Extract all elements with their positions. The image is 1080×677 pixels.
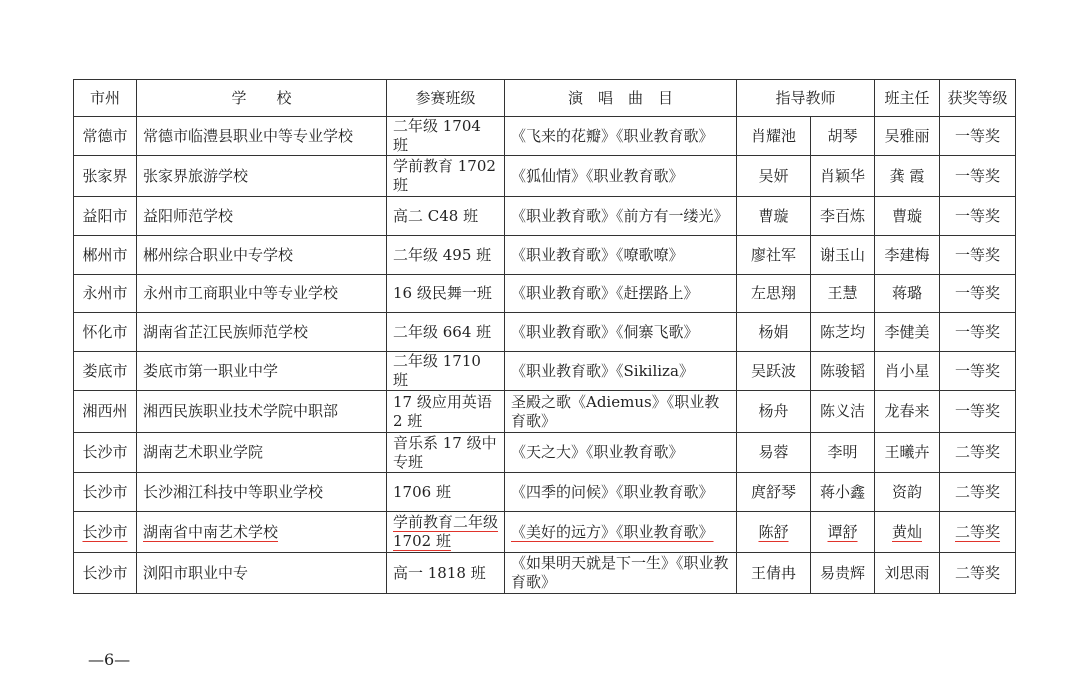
cell-school — [137, 236, 387, 275]
cell-school — [137, 117, 387, 156]
cell-songs-text: 《如果明天就是下一生》《职业教育歌》 — [511, 554, 729, 591]
cell-class-text: 高一 1818 班 — [393, 563, 486, 582]
header-songs: 演 唱 曲 目 — [505, 80, 737, 117]
cell-songs-text: 《职业教育歌》《赶摆路上》 — [511, 284, 699, 302]
cell-songs-text: 《职业教育歌》《嘹歌嘹》 — [511, 245, 684, 264]
cell-award — [940, 275, 1016, 313]
cell-award-text: 一等奖 — [955, 206, 1001, 225]
cell-head-teacher-text: 李建梅 — [884, 245, 930, 264]
cell-songs-text: 《职业教育歌》《侗寨飞歌》 — [511, 322, 699, 341]
cell-city — [74, 553, 137, 594]
table-row — [74, 117, 1016, 156]
cell-teacher-1 — [737, 156, 811, 197]
cell-songs — [505, 313, 737, 352]
cell-teacher-1-text: 杨舟 — [758, 402, 789, 420]
cell-award — [940, 391, 1016, 433]
cell-class-text: 二年级 1710 班 — [393, 352, 481, 389]
cell-school — [137, 433, 387, 473]
cell-teacher-1-text: 廖社军 — [750, 245, 796, 264]
cell-songs — [505, 275, 737, 313]
cell-city-text: 湘西州 — [82, 402, 128, 420]
cell-teacher-2 — [811, 117, 875, 156]
cell-songs — [505, 236, 737, 275]
cell-school — [137, 473, 387, 512]
table-row — [74, 352, 1016, 391]
cell-teacher-1-text: 庹舒琴 — [750, 482, 796, 501]
award-table — [73, 79, 1016, 594]
cell-teacher-2-text: 陈芝均 — [820, 322, 866, 341]
cell-songs-text: 《职业教育歌》《Sikiliza》 — [511, 361, 694, 380]
cell-class — [387, 512, 505, 553]
cell-school-text: 湘西民族职业技术学院中职部 — [143, 402, 339, 420]
cell-head-teacher-text: 蒋璐 — [892, 284, 923, 302]
cell-songs — [505, 156, 737, 197]
cell-head-teacher — [875, 156, 940, 197]
cell-class — [387, 275, 505, 313]
cell-award — [940, 197, 1016, 236]
cell-city-text: 怀化市 — [82, 322, 128, 341]
cell-head-teacher-text: 刘思雨 — [884, 563, 930, 582]
header-award: 获奖等级 — [940, 80, 1016, 117]
cell-teacher-1-text: 肖耀池 — [750, 126, 796, 145]
cell-award-text: 一等奖 — [955, 166, 1001, 185]
cell-teacher-2 — [811, 391, 875, 433]
cell-teacher-2 — [811, 433, 875, 473]
table-row — [74, 512, 1016, 553]
cell-head-teacher-text: 黄灿 — [892, 522, 923, 541]
cell-class-text: 音乐系 17 级中专班 — [393, 433, 497, 471]
cell-teacher-1-text: 杨娟 — [758, 322, 789, 341]
cell-head-teacher — [875, 391, 940, 433]
cell-teacher-1 — [737, 512, 811, 553]
cell-award — [940, 512, 1016, 553]
cell-teacher-2-text: 陈骏韬 — [820, 361, 866, 380]
header-teachers: 指导教师 — [737, 80, 875, 117]
cell-award — [940, 553, 1016, 594]
cell-head-teacher — [875, 553, 940, 594]
cell-city-text: 娄底市 — [82, 361, 128, 380]
cell-class-text: 学前教育二年级 1702 班 — [393, 513, 499, 550]
cell-city-text: 长沙市 — [82, 443, 128, 461]
cell-class — [387, 236, 505, 275]
cell-songs-text: 《飞来的花瓣》《职业教育歌》 — [511, 126, 714, 145]
cell-class — [387, 197, 505, 236]
cell-teacher-2-text: 易贵辉 — [820, 563, 866, 582]
cell-head-teacher — [875, 236, 940, 275]
cell-city — [74, 275, 137, 313]
cell-head-teacher — [875, 313, 940, 352]
cell-award — [940, 156, 1016, 197]
cell-songs — [505, 117, 737, 156]
cell-teacher-1-text: 易蓉 — [758, 443, 789, 461]
cell-city — [74, 197, 137, 236]
cell-school — [137, 553, 387, 594]
cell-songs-text: 圣殿之歌《Adiemus》《职业教育歌》 — [511, 392, 720, 430]
cell-head-teacher — [875, 117, 940, 156]
header-row — [74, 80, 1016, 117]
cell-award-text: 一等奖 — [955, 322, 1001, 341]
cell-school — [137, 197, 387, 236]
cell-head-teacher-text: 肖小星 — [884, 361, 930, 380]
cell-school-text: 湖南艺术职业学院 — [143, 443, 264, 461]
cell-school-text: 浏阳市职业中专 — [143, 563, 249, 582]
table-row — [74, 313, 1016, 352]
cell-head-teacher-text: 王曦卉 — [884, 443, 930, 461]
cell-teacher-2-text: 王慧 — [827, 284, 858, 302]
cell-city — [74, 352, 137, 391]
cell-teacher-1 — [737, 275, 811, 313]
cell-city — [74, 236, 137, 275]
cell-class-text: 学前教育 1702 班 — [393, 157, 496, 194]
cell-songs-text: 《四季的问候》《职业教育歌》 — [511, 482, 714, 501]
cell-school — [137, 391, 387, 433]
cell-teacher-1-text: 吴跃波 — [750, 361, 796, 380]
page-number: —6— — [88, 650, 131, 669]
cell-songs-text: 《美好的远方》《职业教育歌》 — [511, 522, 714, 541]
cell-city — [74, 512, 137, 553]
cell-teacher-2 — [811, 156, 875, 197]
cell-school-text: 益阳师范学校 — [143, 206, 234, 225]
cell-city — [74, 156, 137, 197]
cell-teacher-2 — [811, 512, 875, 553]
table-row — [74, 197, 1016, 236]
cell-city-text: 张家界 — [82, 166, 128, 185]
cell-head-teacher — [875, 352, 940, 391]
cell-teacher-2 — [811, 352, 875, 391]
cell-teacher-2 — [811, 553, 875, 594]
header-head-teacher: 班主任 — [875, 80, 940, 117]
cell-school-text: 张家界旅游学校 — [143, 166, 249, 185]
cell-city-text: 常德市 — [82, 126, 128, 145]
cell-teacher-2 — [811, 197, 875, 236]
cell-songs — [505, 197, 737, 236]
table-row — [74, 553, 1016, 594]
cell-teacher-2 — [811, 275, 875, 313]
cell-award-text: 二等奖 — [955, 443, 1001, 461]
cell-city-text: 长沙市 — [82, 482, 128, 501]
header-city: 市州 — [74, 80, 137, 117]
cell-class — [387, 473, 505, 512]
cell-award-text: 一等奖 — [955, 402, 1001, 420]
cell-head-teacher — [875, 512, 940, 553]
cell-teacher-2 — [811, 236, 875, 275]
cell-school-text: 永州市工商职业中等专业学校 — [143, 284, 339, 302]
cell-award — [940, 352, 1016, 391]
cell-songs — [505, 473, 737, 512]
cell-class — [387, 313, 505, 352]
cell-teacher-2-text: 李百炼 — [820, 206, 866, 225]
cell-songs-text: 《天之大》《职业教育歌》 — [511, 443, 684, 461]
cell-award-text: 二等奖 — [955, 522, 1001, 541]
cell-school — [137, 512, 387, 553]
cell-teacher-1-text: 陈舒 — [758, 522, 789, 541]
cell-head-teacher-text: 曹璇 — [892, 206, 923, 225]
cell-class — [387, 391, 505, 433]
cell-head-teacher — [875, 275, 940, 313]
table-row — [74, 433, 1016, 473]
cell-class — [387, 352, 505, 391]
cell-teacher-1 — [737, 352, 811, 391]
cell-songs-text: 《狐仙情》《职业教育歌》 — [511, 166, 684, 185]
cell-school — [137, 352, 387, 391]
cell-city — [74, 433, 137, 473]
cell-city — [74, 313, 137, 352]
cell-head-teacher — [875, 473, 940, 512]
cell-city-text: 长沙市 — [82, 563, 128, 582]
cell-head-teacher-text: 吴雅丽 — [884, 126, 930, 145]
cell-city — [74, 391, 137, 433]
cell-class — [387, 156, 505, 197]
cell-teacher-2-text: 李明 — [827, 443, 858, 461]
cell-award — [940, 433, 1016, 473]
cell-class — [387, 553, 505, 594]
cell-head-teacher — [875, 197, 940, 236]
cell-teacher-2-text: 胡琴 — [827, 126, 858, 145]
table-row — [74, 473, 1016, 512]
cell-teacher-1 — [737, 553, 811, 594]
cell-city-text: 郴州市 — [82, 245, 128, 264]
cell-award-text: 一等奖 — [955, 361, 1001, 380]
cell-award — [940, 117, 1016, 156]
cell-award-text: 一等奖 — [955, 284, 1001, 302]
cell-teacher-1 — [737, 117, 811, 156]
cell-teacher-2 — [811, 313, 875, 352]
table-row — [74, 156, 1016, 197]
cell-teacher-1-text: 王倩冉 — [750, 563, 796, 582]
cell-class-text: 16 级民舞一班 — [393, 284, 492, 302]
cell-songs — [505, 512, 737, 553]
cell-school-text: 郴州综合职业中专学校 — [143, 245, 294, 264]
cell-class-text: 1706 班 — [393, 482, 451, 501]
cell-award-text: 二等奖 — [955, 563, 1001, 582]
cell-city — [74, 473, 137, 512]
cell-teacher-2 — [811, 473, 875, 512]
cell-songs — [505, 553, 737, 594]
cell-class-text: 二年级 664 班 — [393, 322, 492, 341]
cell-teacher-1 — [737, 197, 811, 236]
cell-head-teacher-text: 资韵 — [892, 482, 923, 501]
cell-award — [940, 313, 1016, 352]
cell-class — [387, 117, 505, 156]
table-row — [74, 236, 1016, 275]
table-body — [74, 117, 1016, 594]
cell-teacher-1-text: 吴妍 — [758, 166, 789, 185]
cell-school-text: 长沙湘江科技中等职业学校 — [143, 482, 324, 501]
header-class: 参赛班级 — [387, 80, 505, 117]
cell-songs — [505, 352, 737, 391]
cell-award — [940, 473, 1016, 512]
cell-city-text: 益阳市 — [82, 206, 128, 225]
cell-teacher-2-text: 谭舒 — [827, 522, 858, 541]
table-row — [74, 275, 1016, 313]
cell-school — [137, 313, 387, 352]
cell-class-text: 高二 C48 班 — [393, 206, 479, 225]
cell-class-text: 二年级 495 班 — [393, 245, 492, 264]
cell-school-text: 娄底市第一职业中学 — [143, 361, 279, 380]
cell-teacher-1 — [737, 433, 811, 473]
cell-teacher-2-text: 肖颖华 — [820, 166, 866, 185]
cell-city — [74, 117, 137, 156]
cell-songs — [505, 391, 737, 433]
cell-award — [940, 236, 1016, 275]
cell-school-text: 常德市临澧县职业中等专业学校 — [143, 126, 354, 145]
cell-teacher-1 — [737, 236, 811, 275]
table-row — [74, 391, 1016, 433]
cell-head-teacher — [875, 433, 940, 473]
cell-city-text: 长沙市 — [82, 522, 128, 541]
cell-school-text: 湖南省中南艺术学校 — [143, 522, 279, 541]
cell-class-text: 二年级 1704 班 — [393, 117, 481, 154]
cell-class-text: 17 级应用英语 2 班 — [393, 392, 492, 430]
cell-head-teacher-text: 李健美 — [884, 322, 930, 341]
cell-teacher-1 — [737, 391, 811, 433]
header-school: 学 校 — [137, 80, 387, 117]
cell-class — [387, 433, 505, 473]
cell-songs — [505, 433, 737, 473]
cell-teacher-2-text: 陈义洁 — [820, 402, 866, 420]
cell-teacher-1 — [737, 473, 811, 512]
cell-city-text: 永州市 — [82, 284, 128, 302]
cell-head-teacher-text: 龙春来 — [884, 402, 930, 420]
cell-school — [137, 275, 387, 313]
cell-award-text: 二等奖 — [955, 482, 1001, 501]
cell-head-teacher-text: 龚 霞 — [889, 166, 925, 185]
cell-teacher-2-text: 蒋小鑫 — [820, 482, 866, 501]
cell-school-text: 湖南省芷江民族师范学校 — [143, 322, 309, 341]
cell-award-text: 一等奖 — [955, 245, 1001, 264]
cell-teacher-2-text: 谢玉山 — [820, 245, 866, 264]
cell-teacher-1 — [737, 313, 811, 352]
cell-teacher-1-text: 曹璇 — [758, 206, 789, 225]
cell-school — [137, 156, 387, 197]
cell-award-text: 一等奖 — [955, 126, 1001, 145]
cell-songs-text: 《职业教育歌》《前方有一缕光》 — [511, 206, 729, 225]
cell-teacher-1-text: 左思翔 — [750, 284, 796, 302]
